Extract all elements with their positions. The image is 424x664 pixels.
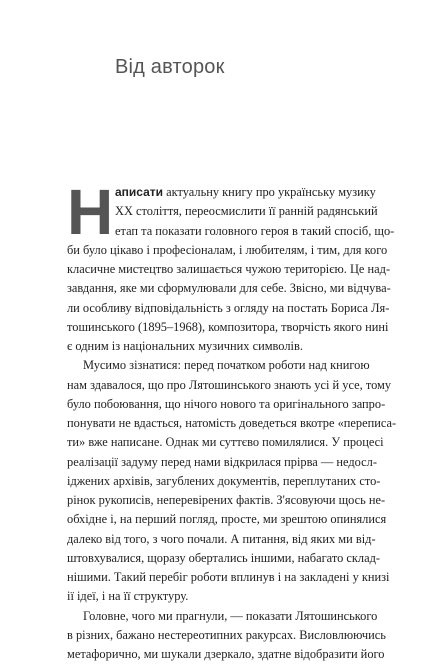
text-line: в різних, бажано нестереотипних ракурсах. Висловлюючись xyxy=(67,626,357,645)
text-line: нам здавалося, що про Лятошинського знають усі й усе, тому xyxy=(67,376,357,395)
text-line: іджених архівів, загублених документів, переплутаних сто- xyxy=(67,472,357,491)
body-text xyxy=(67,183,357,664)
text-fragment: актуальну книгу про українську музику xyxy=(166,185,376,199)
text-line: реалізації задуму перед нами відкрилася прірва — недосл- xyxy=(67,453,357,472)
drop-cap: Н xyxy=(67,184,107,240)
text-line: метафорично, ми шукали дзеркало, здатне відобразити його xyxy=(67,645,357,664)
text-line: рінок рукописів, неперевірених фактів. З'ясовуючи щось не- xyxy=(67,491,357,510)
text-line: Мусимо зізнатися: перед початком роботи над книгою xyxy=(67,356,357,375)
paragraph-2 xyxy=(67,356,357,606)
paragraph-3 xyxy=(67,607,357,664)
text-line: завдання, яке ми сформулювали для себе. Звісно, ми відчува- xyxy=(67,279,357,298)
text-line: Головне, чого ми прагнули, — показати Лятошинського xyxy=(67,607,357,626)
text-line: би було цікаво і професіоналам, і любителям, і тим, для кого xyxy=(67,241,357,260)
text-line: понувати не вдасться, натомість доведеться вкотре «переписа- xyxy=(67,414,357,433)
text-line: ли особливу відповідальність з огляду на постать Бориса Ля- xyxy=(67,299,357,318)
paragraph-1 xyxy=(67,183,357,356)
text-line: далеко від того, з чого почали. А питання, від яких ми від- xyxy=(67,530,357,549)
text-line: ти» вже написане. Однак ми суттєво помилялися. У процесі xyxy=(67,433,357,452)
text-line: обхідне і, на перший погляд, просте, ми зрештою опинялися xyxy=(67,510,357,529)
page-title: Від авторок xyxy=(115,56,225,79)
text-line: було побоювання, що нічого нового та оригінального запро- xyxy=(67,395,357,414)
text-line: тошинського (1895–1968), композитора, творчість якого нині xyxy=(67,318,357,337)
text-line: класичне мистецтво залишається чужою територією. Це над- xyxy=(67,260,357,279)
text-line: ХХ століття, переосмислити її ранній радянський xyxy=(67,202,357,221)
text-line: штовхувалися, щоразу обертались іншими, набагато склад- xyxy=(67,549,357,568)
text-line: ії ідеї, і на її структуру. xyxy=(67,587,357,606)
text-line: є одним із національних музичних символів. xyxy=(67,337,357,356)
text-line: нішими. Такий перебіг роботи вплинув і на закладені у книзі xyxy=(67,568,357,587)
lead-word: аписати xyxy=(115,185,163,199)
text-line: етап та показати головного героя в такий спосіб, що- xyxy=(67,222,357,241)
